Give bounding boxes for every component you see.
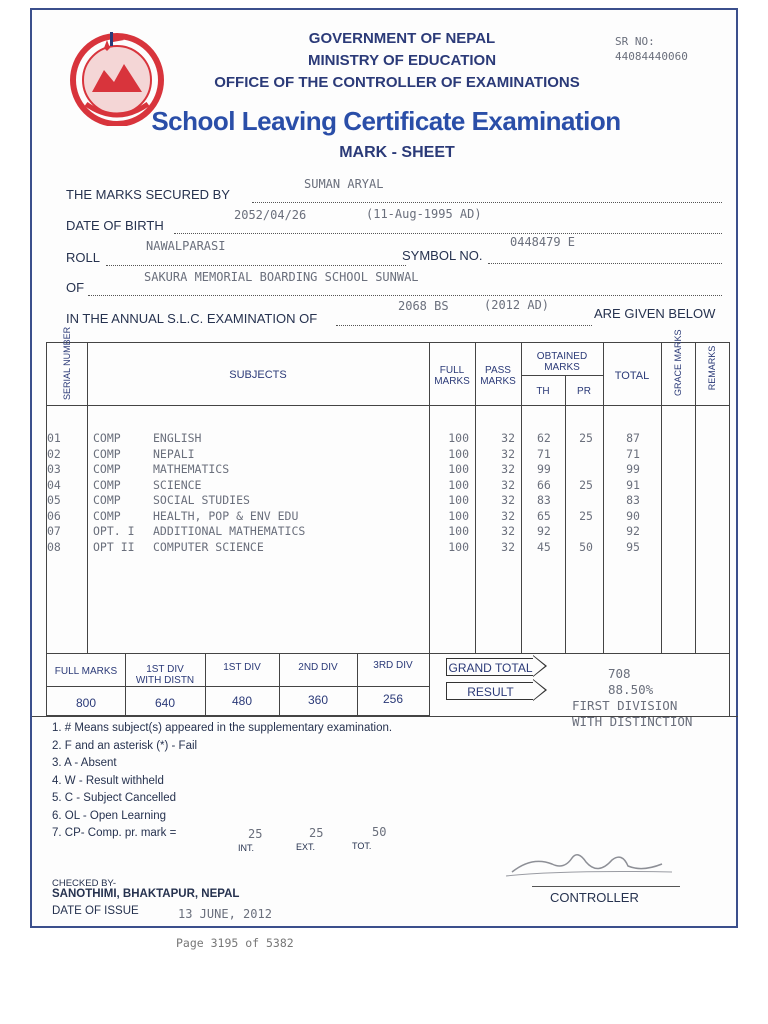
row-3-th-marks-cell: 99 [537, 462, 551, 476]
signature-line [532, 886, 680, 887]
controller-label: CONTROLLER [550, 890, 639, 905]
row-1-sn-cell: 01 [47, 431, 61, 445]
cp-ext-value: 25 [309, 826, 324, 840]
sr-number: 44084440060 [615, 50, 688, 63]
row-1-type-cell: COMP [93, 431, 121, 445]
row-8-type-cell: OPT II [93, 539, 135, 554]
row-3-full-marks-cell: 100 [448, 462, 469, 476]
summary-first-header: 1ST DIV [223, 662, 261, 673]
symbol-number: 0448479 E [510, 235, 576, 249]
row-7-full-marks-cell: 100 [448, 524, 469, 538]
summary-first-value: 480 [231, 694, 253, 708]
row-4-sn-cell: 04 [47, 477, 61, 492]
row-7-type-cell: OPT. I [93, 524, 135, 538]
note-item: 5. C - Subject Cancelled [52, 792, 177, 804]
issue-date-label: DATE OF ISSUE [52, 905, 139, 917]
marks-table [46, 326, 730, 654]
summary-full-header: FULL MARKS [54, 666, 118, 677]
row-1-subject-cell: ENGLISH [153, 431, 202, 445]
summary-dist-value: 640 [154, 696, 176, 710]
row-7-th-marks-cell: 92 [537, 524, 551, 538]
issue-date-value: 13 JUNE, 2012 [178, 907, 272, 921]
dotted-line [174, 232, 722, 234]
row-4-full-marks-cell: 100 [448, 477, 469, 492]
grand-total-value: 708 [608, 666, 631, 681]
checked-by-label: CHECKED BY- [52, 878, 117, 889]
row-3-subject-cell: MATHEMATICS [153, 462, 230, 476]
summary-dist-header: 1ST DIV WITH DISTN [135, 664, 195, 686]
certificate-title: School Leaving Certificate Examination [151, 106, 621, 136]
row-2-subject-cell: NEPALI [153, 446, 195, 461]
row-1-full-marks-cell: 100 [448, 431, 469, 445]
row-6-pr-marks-cell: 25 [579, 508, 593, 523]
row-7-total-cell: 92 [626, 524, 640, 538]
row-3-type-cell: COMP [93, 462, 121, 476]
division-table [46, 654, 430, 716]
th-header: TH [536, 386, 550, 397]
dob-ad-value: (11-Aug-1995 AD) [366, 207, 482, 221]
obtained-marks-header: OBTAINED MARKS [536, 351, 588, 373]
school-name: SAKURA MEMORIAL BOARDING SCHOOL SUNWAL [144, 270, 419, 284]
full-marks-header: FULL MARKS [434, 365, 470, 387]
row-2-total-cell: 71 [626, 446, 640, 461]
row-5-type-cell: COMP [93, 493, 121, 507]
roll-value: NAWALPARASI [146, 239, 226, 253]
roll-label: ROLL [66, 250, 100, 265]
summary-second-header: 2ND DIV [298, 662, 338, 673]
student-name: SUMAN ARYAL [304, 177, 384, 191]
row-4-pr-marks-cell: 25 [579, 477, 593, 492]
marks-secured-label: THE MARKS SECURED BY [66, 187, 230, 202]
row-3-sn-cell: 03 [47, 462, 61, 476]
row-8-th-marks-cell: 45 [537, 539, 551, 554]
summary-full-value: 800 [75, 696, 97, 710]
mark-sheet [30, 8, 738, 928]
dob-label: DATE OF BIRTH [66, 218, 164, 233]
row-8-sn-cell: 08 [47, 539, 61, 554]
arrow-icon-inner [533, 680, 545, 700]
gov-heading: GOVERNMENT OF NEPAL [308, 30, 496, 47]
row-6-full-marks-cell: 100 [448, 508, 469, 523]
row-6-th-marks-cell: 65 [537, 508, 551, 523]
summary-third-header: 3RD DIV [373, 660, 413, 671]
row-7-subject-cell: ADDITIONAL MATHEMATICS [153, 524, 306, 538]
cp-ext-label: EXT. [296, 842, 316, 852]
row-6-type-cell: COMP [93, 508, 121, 523]
cp-tot-value: 50 [372, 825, 387, 839]
percentage-value: 88.50% [608, 682, 654, 697]
row-8-total-cell: 95 [626, 539, 640, 554]
ministry-heading: MINISTRY OF EDUCATION [307, 52, 497, 69]
row-2-sn-cell: 02 [47, 446, 61, 461]
row-3-pass-marks-cell: 32 [501, 462, 515, 476]
result-label: RESULT [446, 682, 534, 700]
row-8-pass-marks-cell: 32 [501, 539, 515, 554]
total-header: TOTAL [614, 370, 650, 382]
row-4-type-cell: COMP [93, 477, 121, 492]
note-item: 2. F and an asterisk (*) - Fail [52, 739, 198, 752]
symbol-label: SYMBOL NO. [402, 248, 483, 263]
row-1-pass-marks-cell: 32 [501, 431, 515, 445]
note-item: 4. W - Result withheld [52, 774, 164, 787]
summary-second-value: 360 [307, 693, 329, 707]
row-6-pass-marks-cell: 32 [501, 508, 515, 523]
row-4-total-cell: 91 [626, 477, 640, 492]
row-5-th-marks-cell: 83 [537, 493, 551, 507]
row-4-pass-marks-cell: 32 [501, 477, 515, 492]
row-5-total-cell: 83 [626, 493, 640, 507]
remarks-header: REMARKS [707, 345, 717, 391]
division-value: FIRST DIVISION [572, 698, 678, 713]
mark-sheet-title: MARK - SHEET [339, 144, 455, 161]
dotted-line [336, 324, 592, 326]
exam-year-ad: (2012 AD) [484, 298, 550, 312]
exam-year-bs: 2068 BS [398, 299, 449, 313]
row-6-total-cell: 90 [626, 508, 640, 523]
cp-tot-label: TOT. [352, 841, 372, 851]
dotted-line [88, 294, 722, 296]
row-8-full-marks-cell: 100 [448, 539, 469, 554]
cp-int-value: 25 [248, 827, 263, 841]
row-6-subject-cell: HEALTH, POP & ENV EDU [153, 508, 299, 523]
row-5-subject-cell: SOCIAL STUDIES [153, 493, 250, 507]
arrow-icon-inner [533, 656, 545, 676]
row-7-sn-cell: 07 [47, 524, 61, 538]
note-item: 6. OL - Open Learning [52, 809, 167, 822]
row-6-sn-cell: 06 [47, 508, 61, 523]
of-label: OF [66, 280, 85, 295]
exam-label: IN THE ANNUAL S.L.C. EXAMINATION OF [66, 311, 318, 326]
row-2-full-marks-cell: 100 [448, 446, 469, 461]
row-5-pass-marks-cell: 32 [501, 493, 515, 507]
row-1-pr-marks-cell: 25 [579, 431, 593, 445]
summary-third-value: 256 [382, 692, 404, 706]
office-heading: OFFICE OF THE CONTROLLER OF EXAMINATIONS [214, 74, 580, 91]
row-1-total-cell: 87 [626, 431, 640, 445]
serial-header: SERIAL NUMBER [62, 326, 72, 400]
row-8-pr-marks-cell: 50 [579, 539, 593, 554]
pass-marks-header: PASS MARKS [480, 365, 516, 387]
dotted-line [488, 262, 722, 264]
dob-value: 2052/04/26 [234, 208, 307, 222]
controller-signature [502, 842, 682, 882]
note-item: 3. A - Absent [52, 757, 117, 769]
row-2-type-cell: COMP [93, 446, 121, 461]
dotted-line [252, 201, 722, 203]
row-1-th-marks-cell: 62 [537, 431, 551, 445]
dotted-line [106, 264, 406, 266]
subjects-header: SUBJECTS [229, 369, 287, 381]
grace-marks-header: GRACE MARKS [673, 329, 683, 396]
row-4-subject-cell: SCIENCE [153, 477, 202, 492]
given-below-label: ARE GIVEN BELOW [594, 306, 716, 321]
row-5-sn-cell: 05 [47, 493, 61, 507]
row-4-th-marks-cell: 66 [537, 477, 551, 492]
sr-label: SR NO: [615, 35, 655, 48]
distinction-value: WITH DISTINCTION [572, 714, 693, 729]
page-number: Page 3195 of 5382 [176, 936, 294, 950]
row-8-subject-cell: COMPUTER SCIENCE [153, 539, 264, 554]
row-7-pass-marks-cell: 32 [501, 524, 515, 538]
row-3-total-cell: 99 [626, 462, 640, 476]
grand-total-label: GRAND TOTAL [446, 658, 534, 676]
row-2-th-marks-cell: 71 [537, 446, 551, 461]
cp-int-label: INT. [238, 843, 255, 853]
note-item: 1. # Means subject(s) appeared in the supplementary examination. [52, 722, 393, 734]
issue-place: SANOTHIMI, BHAKTAPUR, NEPAL [52, 888, 240, 900]
row-2-pass-marks-cell: 32 [501, 446, 515, 461]
pr-header: PR [577, 386, 591, 397]
note-item: 7. CP- Comp. pr. mark = [52, 827, 177, 839]
row-5-full-marks-cell: 100 [448, 493, 469, 507]
